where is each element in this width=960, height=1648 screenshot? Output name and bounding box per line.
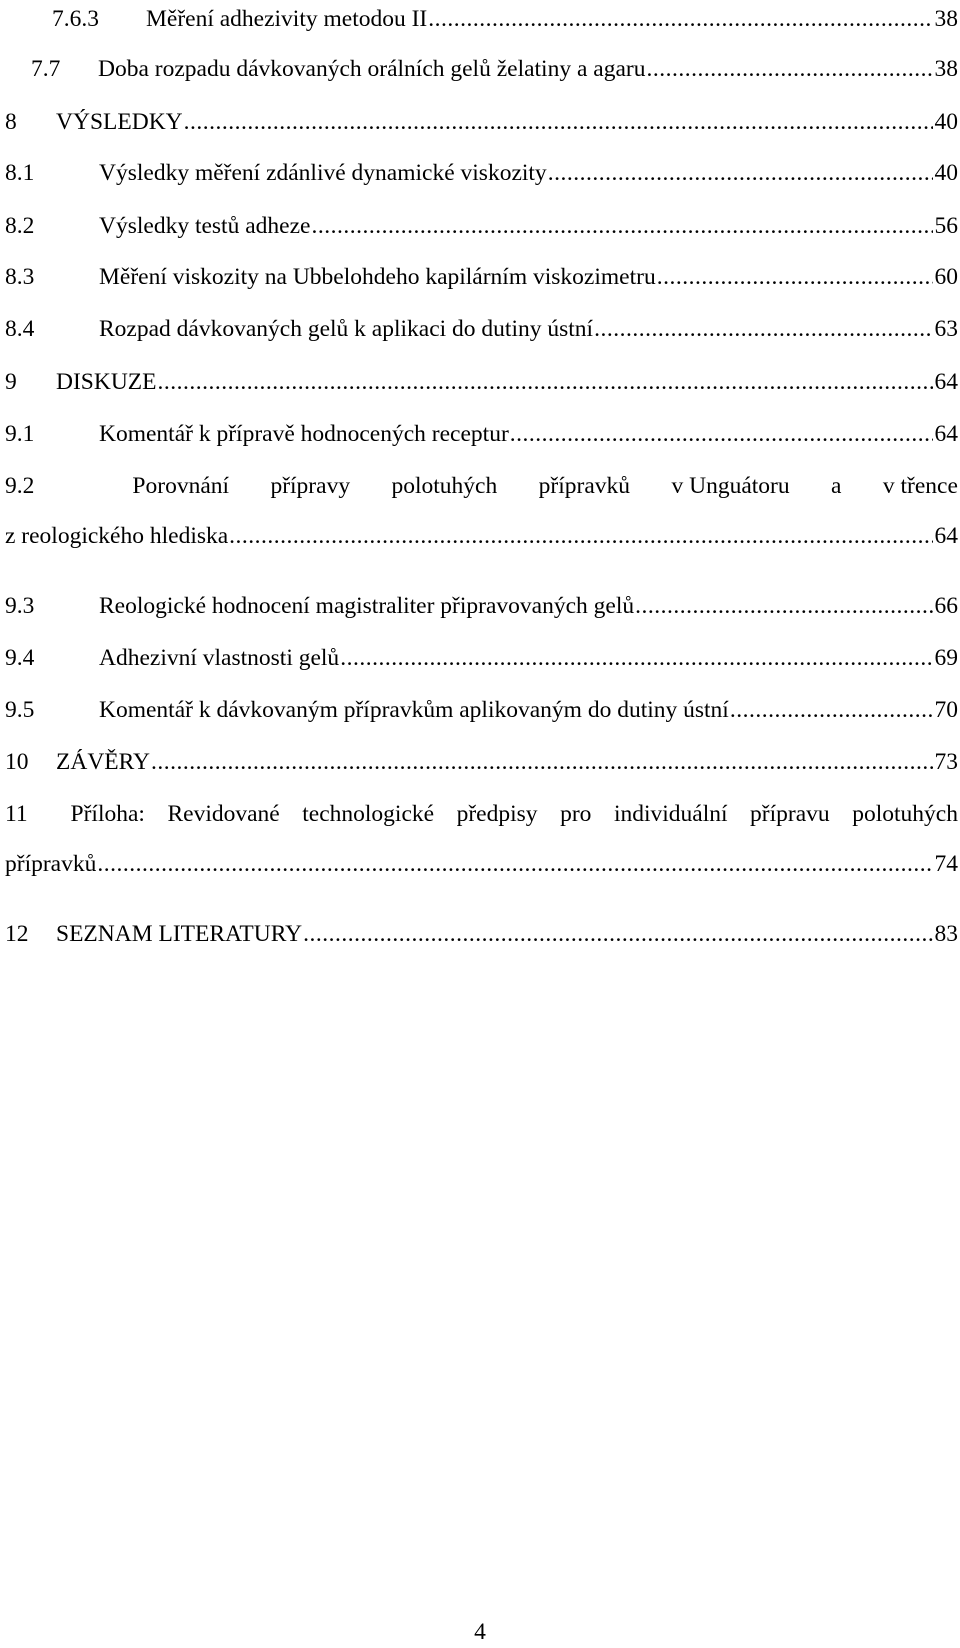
toc-entry-10[interactable] [5, 746, 958, 778]
toc-entry-number: 11 [5, 801, 28, 827]
toc-entry-number: 7.6.3 [52, 6, 99, 32]
toc-leader-dots [311, 210, 932, 242]
toc-entry-title: Reologické hodnocení magistraliter připravovaných gelů [99, 593, 635, 619]
toc-entry-title: Rozpad dávkovaných gelů k aplikaci do dutiny ústní [99, 316, 594, 342]
toc-entry-page: 64 [934, 369, 958, 395]
toc-entry-page: 66 [934, 593, 958, 619]
toc-entry-9-1[interactable] [5, 418, 958, 450]
toc-entry-number: 9.4 [5, 645, 35, 671]
toc-entry-title: Komentář k přípravě hodnocených receptur [99, 421, 509, 447]
toc-leader-dots [646, 53, 932, 85]
toc-entry-title: Měření viskozity na Ubbelohdeho kapilárním viskozimetru [99, 264, 656, 290]
toc-entry-number: 12 [5, 921, 29, 947]
toc-entry-title-word: předpisy [456, 801, 538, 827]
toc-entry-number: 9 [5, 369, 17, 395]
toc-entry-page: 69 [934, 645, 958, 671]
toc-entry-title-line-2 [5, 520, 958, 552]
toc-leader-dots [229, 520, 932, 552]
toc-entry-page: 40 [934, 160, 958, 186]
toc-leader-dots [97, 848, 932, 880]
toc-entry-page: 56 [934, 213, 958, 239]
toc-entry-8-2[interactable] [5, 210, 958, 242]
toc-entry-8-4[interactable] [5, 313, 958, 345]
toc-entry-title-word: Revidované [167, 801, 280, 827]
toc-entry-page: 83 [934, 921, 958, 947]
toc-entry-title: VÝSLEDKY [56, 109, 183, 135]
toc-entry-number: 8.3 [5, 264, 35, 290]
toc-entry-title: SEZNAM LITERATURY [56, 921, 303, 947]
toc-leader-dots [510, 418, 933, 450]
toc-entry-title-word: polotuhých [852, 801, 958, 827]
toc-entry-number: 9.5 [5, 697, 35, 723]
toc-entry-8-3[interactable] [5, 261, 958, 293]
toc-entry-title-line-1 [5, 798, 958, 830]
toc-entry-title: ZÁVĚRY [56, 749, 150, 775]
toc-entry-title-continuation: přípravků [5, 851, 97, 877]
toc-entry-number: 8.4 [5, 316, 35, 342]
toc-entry-9[interactable] [5, 366, 958, 398]
toc-entry-page: 60 [934, 264, 958, 290]
toc-entry-number: 8.2 [5, 213, 35, 239]
toc-entry-title: Komentář k dávkovaným přípravkům aplikovaným do dutiny ústní [99, 697, 729, 723]
toc-entry-page: 40 [934, 109, 958, 135]
toc-leader-dots [184, 106, 933, 138]
toc-entry-title-word: polotuhých [391, 473, 498, 499]
toc-entry-page: 38 [934, 6, 958, 32]
toc-entry-page: 38 [934, 56, 958, 82]
toc-leader-dots [303, 918, 932, 950]
toc-entry-title: Výsledky měření zdánlivé dynamické viskozity [99, 160, 547, 186]
toc-leader-dots [594, 313, 932, 345]
toc-entry-number: 10 [5, 749, 29, 775]
toc-entry-page: 70 [934, 697, 958, 723]
toc-entry-title-continuation: z reologického hlediska [5, 523, 229, 549]
toc-entry-number: 8 [5, 109, 17, 135]
toc-leader-dots [548, 157, 933, 189]
toc-entry-page: 63 [934, 316, 958, 342]
toc-entry-7-6-3[interactable] [52, 3, 958, 35]
toc-leader-dots [657, 261, 933, 293]
toc-entry-9-5[interactable] [5, 694, 958, 726]
toc-entry-page: 73 [934, 749, 958, 775]
toc-entry-title-word: Porovnání [132, 473, 230, 499]
toc-entry-title: Výsledky testů adheze [99, 213, 311, 239]
toc-entry-9-3[interactable] [5, 590, 958, 622]
toc-entry-title: DISKUZE [56, 369, 157, 395]
toc-entry-page: 64 [934, 421, 958, 447]
toc-entry-number: 9.1 [5, 421, 35, 447]
toc-entry-title: Měření adhezivity metodou II [146, 6, 428, 32]
toc-entry-title-word: pro [560, 801, 592, 827]
toc-entry-title: Adhezivní vlastnosti gelů [99, 645, 340, 671]
toc-entry-number: 9.2 [5, 473, 35, 499]
toc-entry-title-line-2 [5, 848, 958, 880]
toc-entry-7-7[interactable] [31, 53, 958, 85]
toc-entry-9-4[interactable] [5, 642, 958, 674]
toc-entry-title-word: v Unguátoru [671, 473, 790, 499]
toc-entry-11[interactable] [5, 798, 958, 882]
toc-entry-title-word: v třence [882, 473, 958, 499]
toc-entry-number: 7.7 [31, 56, 61, 82]
toc-entry-title-word: přípravu [750, 801, 830, 827]
toc-leader-dots [340, 642, 932, 674]
page-number: 4 [474, 1619, 486, 1645]
toc-entry-title-word: přípravků [538, 473, 631, 499]
toc-entry-title: Doba rozpadu dávkovaných orálních gelů želatiny a agaru [98, 56, 646, 82]
toc-leader-dots [151, 746, 933, 778]
toc-entry-number: 8.1 [5, 160, 35, 186]
toc-leader-dots [730, 694, 933, 726]
toc-entry-title-word: Příloha: [70, 801, 145, 827]
toc-leader-dots [635, 590, 932, 622]
toc-entry-page: 74 [934, 851, 958, 877]
toc-entry-8[interactable] [5, 106, 958, 138]
toc-entry-title-word: a [831, 473, 842, 499]
toc-entry-title-word: přípravy [270, 473, 351, 499]
toc-entry-page: 64 [934, 523, 958, 549]
toc-entry-12[interactable] [5, 918, 958, 950]
toc-entry-number: 9.3 [5, 593, 35, 619]
toc-entry-title-line-1 [5, 470, 958, 502]
toc-entry-9-2[interactable] [5, 470, 958, 554]
toc-entry-title-word: technologické [302, 801, 435, 827]
toc-leader-dots [158, 366, 933, 398]
toc-entry-title-word: individuální [613, 801, 728, 827]
toc-entry-8-1[interactable] [5, 157, 958, 189]
toc-leader-dots [428, 3, 932, 35]
